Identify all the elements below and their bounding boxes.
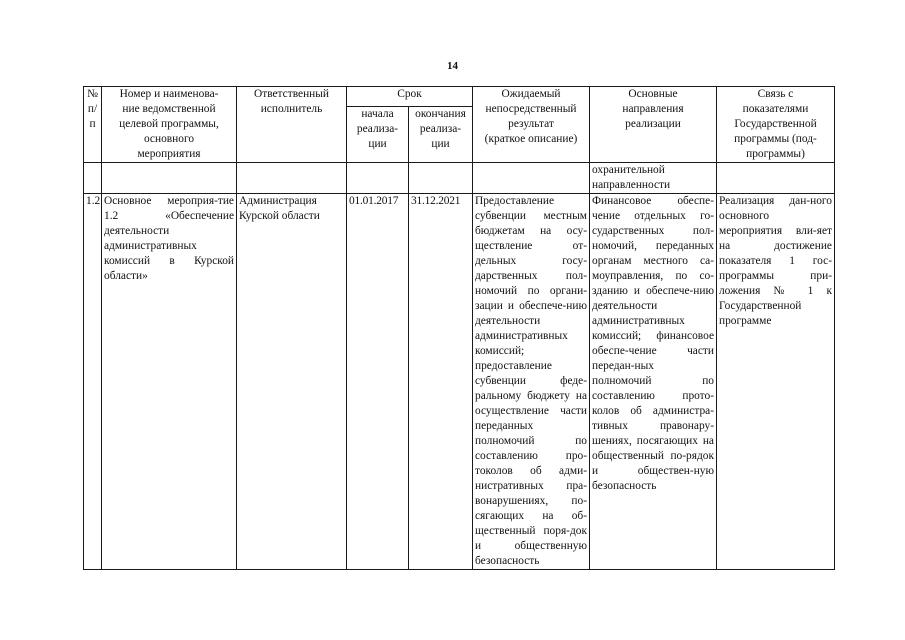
header-num: № п/п xyxy=(84,87,102,163)
cont-link-cell xyxy=(717,163,835,194)
row-executor: Администрация Курской области xyxy=(237,194,347,570)
activities-table xyxy=(83,86,835,570)
page-number: 14 xyxy=(447,60,458,72)
header-start: начала реализа- ции xyxy=(347,106,409,162)
cont-end-cell xyxy=(409,163,473,194)
header-expected-result: Ожидаемый непосредственный результат (краткое описание) xyxy=(473,87,590,163)
header-directions: Основные направления реализации xyxy=(590,87,717,163)
cont-result-cell xyxy=(473,163,590,194)
cont-name-cell xyxy=(102,163,237,194)
row-expected-result: Предоставление субвенции местным бюджетам на осу-ществление от-дельных госу-дарственных пол-номочий по органи-зации и обеспече-нию деятельности административных комиссий; предоставление субвенции феде-ральному бюджету на осуществление части переданных полномочий по составлению про-токолов об адми-нистративных пра-вонарушениях, по-сягающих на об-щественный поря-док и общественную безопасность xyxy=(473,194,590,570)
header-indicator-link: Связь с показателями Государственной программы (под- программы) xyxy=(717,87,835,163)
table-row xyxy=(84,194,835,570)
row-start-date: 01.01.2017 xyxy=(347,194,409,570)
header-row-1 xyxy=(84,87,835,107)
row-end-date: 31.12.2021 xyxy=(409,194,473,570)
row-indicator-link: Реализация дан-ного основного мероприятия вли-яет на достижение показателя 1 гос-программы при-ложения № 1 к Государственной программе xyxy=(717,194,835,570)
cont-executor-cell xyxy=(237,163,347,194)
row-program-name: Основное мероприя-тие 1.2 «Обеспечение деятельности административных комиссий в Курской области» xyxy=(102,194,237,570)
header-term: Срок xyxy=(347,87,473,107)
cont-num-cell xyxy=(84,163,102,194)
cont-start-cell xyxy=(347,163,409,194)
row-num: 1.2 xyxy=(84,194,102,570)
header-end: окончания реализа- ции xyxy=(409,106,473,162)
continuation-row xyxy=(84,163,835,194)
header-executor: Ответственный исполнитель xyxy=(237,87,347,163)
row-directions: Финансовое обеспе-чение отдельных го-сударственных пол-номочий, переданных органам местного са-моуправления, по со-зданию и обеспече-нию деятельности административных комиссий; финансовое обеспе-чение части передан-ных полномочий по составлению прото-колов об администра-тивных правонару-шениях, посягающих на общественный по-рядок и обществен-ную безопасность xyxy=(590,194,717,570)
header-program-name: Номер и наименова- ние ведомственной целевой программы, основного мероприятия xyxy=(102,87,237,163)
cont-directions-cell: охранительной направленности xyxy=(590,163,717,194)
